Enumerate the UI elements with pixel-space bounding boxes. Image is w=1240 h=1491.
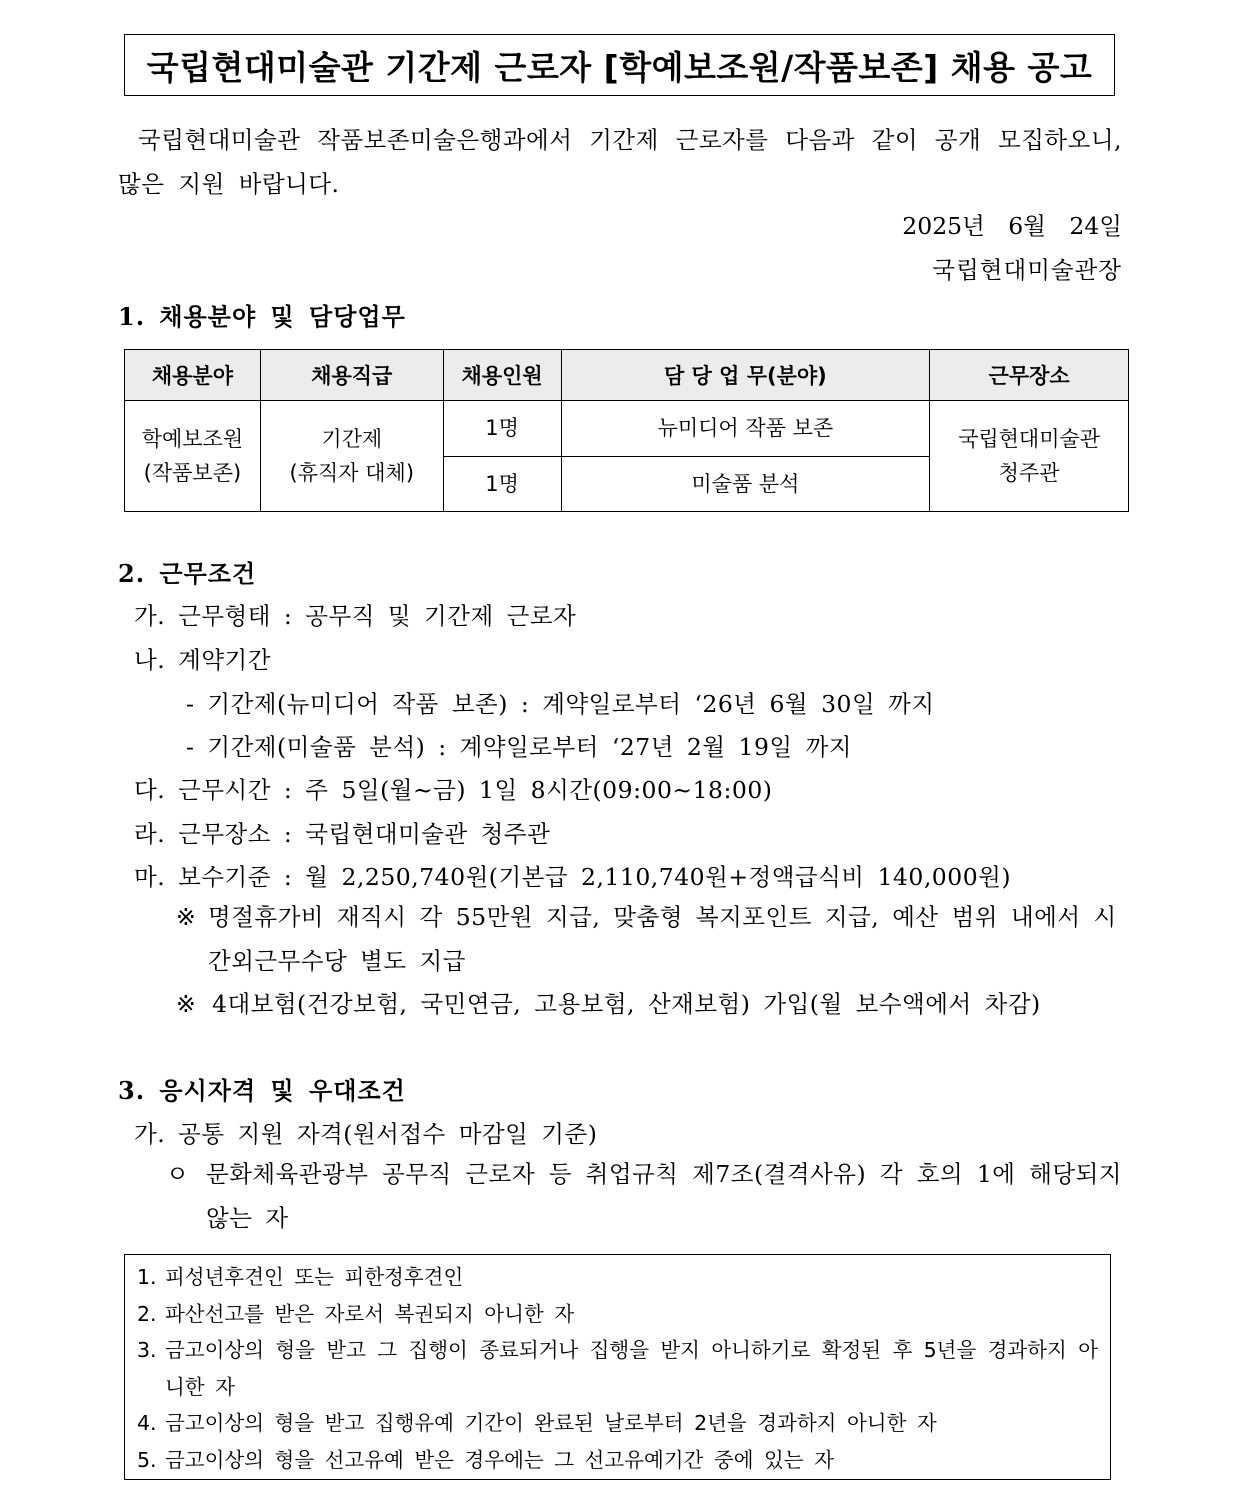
- item-number: 1.: [137, 1265, 157, 1289]
- header-grade: 채용직급: [260, 350, 443, 401]
- work-hours: 다. 근무시간 : 주 5일(월~금) 1일 8시간(09:00~18:00): [134, 776, 773, 804]
- cell-field: [125, 401, 261, 512]
- note-text: 4대보험(건강보험, 국민연금, 고용보험, 산재보험) 가입(월 보수액에서 차감): [212, 990, 1041, 1018]
- work-type: 가. 근무형태 : 공무직 및 기간제 근로자: [134, 602, 577, 630]
- recruitment-table: [124, 349, 1129, 512]
- grade-line1: 기간제: [321, 427, 383, 451]
- header-field: 채용분야: [125, 350, 261, 401]
- item-text: 파산선고를 받은 자로서 복권되지 아니한 자: [165, 1301, 575, 1326]
- table-header-row: [125, 350, 1129, 401]
- header-place: 근무장소: [930, 350, 1129, 401]
- common-qualification: 가. 공통 지원 자격(원서접수 마감일 기준): [134, 1120, 598, 1148]
- intro-paragraph: 국립현대미술관 작품보존미술은행과에서 기간제 근로자를 다음과 같이 공개 모집하오니, 많은 지원 바랍니다.: [118, 126, 1122, 198]
- item-number: 4.: [137, 1411, 157, 1435]
- list-item: [137, 1296, 1098, 1333]
- cell-duty: 뉴미디어 작품 보존: [561, 401, 930, 457]
- notice-date: 2025년 6월 24일: [902, 212, 1122, 240]
- list-item: [137, 1259, 1098, 1296]
- pay-standard: 마. 보수기준 : 월 2,250,740원(기본급 2,110,740원+정액급식비 140,000원): [134, 863, 1012, 891]
- disqualification-box: [124, 1254, 1111, 1480]
- notice-title: 국립현대미술관 기간제 근로자 [학예보조원/작품보존] 채용 공고: [124, 34, 1115, 96]
- cell-place: [930, 401, 1129, 512]
- section1-heading: 1. 채용분야 및 담당업무: [118, 302, 406, 331]
- item-number: 2.: [137, 1301, 157, 1326]
- list-item: [137, 1332, 1098, 1405]
- header-duty: 담 당 업 무(분야): [561, 350, 930, 401]
- cell-grade: [260, 401, 443, 512]
- bullet-icon: ㅇ: [166, 1160, 190, 1188]
- cell-count: 1명: [443, 456, 561, 512]
- list-item: [137, 1442, 1098, 1479]
- insurance-note: [176, 982, 1122, 1026]
- field-line1: 학예보조원: [141, 427, 244, 451]
- item-number: 3.: [137, 1338, 157, 1362]
- note-mark: ※: [176, 903, 197, 931]
- item-text: 금고이상의 형을 받고 그 집행이 종료되거나 집행을 받지 아니하기로 확정된 후 5년을 경과하지 아니한 자: [165, 1338, 1098, 1399]
- period-item: - 기간제(미술품 분석) : 계약일로부터 ‘27년 2월 19일 까지: [186, 733, 852, 761]
- note-text: 명절휴가비 재직시 각 55만원 지급, 맞춤형 복지포인트 지급, 예산 범위 내에서 시간외근무수당 별도 지급: [208, 903, 1117, 975]
- qualification-bullet: [166, 1152, 1122, 1240]
- signatory: 국립현대미술관장: [932, 256, 1122, 284]
- item-text: 피성년후견인 또는 피한정후견인: [165, 1265, 464, 1289]
- contract-period: 나. 계약기간: [134, 646, 271, 674]
- list-item: [137, 1405, 1098, 1442]
- section3-heading: 3. 응시자격 및 우대조건: [118, 1076, 406, 1105]
- bullet-text: 문화체육관광부 공무직 근로자 등 취업규칙 제7조(결격사유) 각 호의 1에 해당되지 않는 자: [206, 1160, 1122, 1232]
- work-place: 라. 근무장소 : 국립현대미술관 청주관: [134, 820, 551, 848]
- item-text: 금고이상의 형을 선고유예 받은 경우에는 그 선고유예기간 중에 있는 자: [165, 1447, 834, 1472]
- pay-note: [176, 895, 1122, 983]
- section2-heading: 2. 근무조건: [118, 559, 257, 588]
- field-line2: (작품보존): [143, 461, 242, 485]
- cell-count: 1명: [443, 401, 561, 457]
- table-row: [125, 401, 1129, 457]
- item-number: 5.: [137, 1447, 157, 1472]
- place-line1: 국립현대미술관: [958, 427, 1101, 451]
- cell-duty: 미술품 분석: [561, 456, 930, 512]
- item-text: 금고이상의 형을 받고 집행유예 기간이 완료된 날로부터 2년을 경과하지 아니한 자: [165, 1411, 937, 1435]
- grade-line2: (휴직자 대체): [289, 461, 415, 485]
- note-mark: ※: [176, 990, 197, 1018]
- place-line2: 청주관: [998, 461, 1060, 485]
- period-item: - 기간제(뉴미디어 작품 보존) : 계약일로부터 ‘26년 6월 30일 까지: [186, 690, 935, 718]
- header-count: 채용인원: [443, 350, 561, 401]
